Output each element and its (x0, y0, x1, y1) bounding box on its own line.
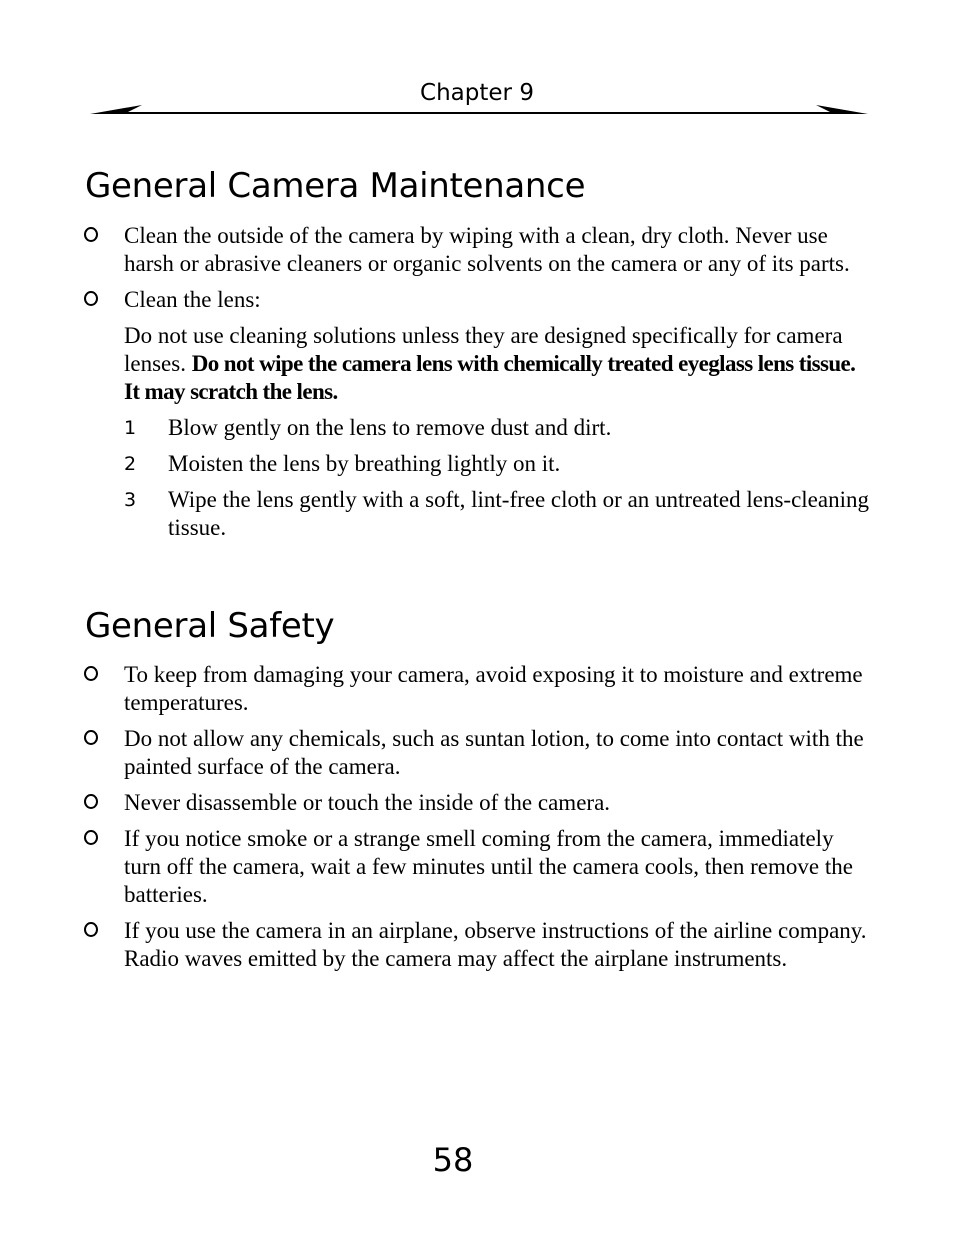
item-text: To keep from damaging your camera, avoid exposing it to moisture and extreme temperatures. (124, 662, 863, 715)
chapter-heading: Chapter 9 (420, 80, 534, 106)
step-item (124, 414, 870, 442)
lens-note-text: Do not use cleaning solutions unless they are designed specifically for camera lenses. (124, 323, 843, 376)
circle-bullet-icon (84, 291, 98, 306)
lens-note (84, 322, 870, 406)
list-item (84, 661, 870, 717)
step-text: Blow gently on the lens to remove dust and dirt. (168, 415, 612, 440)
list-item (84, 825, 870, 909)
step-number: 1 (124, 417, 137, 439)
section-title-maintenance: General Camera Maintenance (85, 166, 586, 206)
item-text: Clean the outside of the camera by wiping with a clean, dry cloth. Never use harsh or abrasive cleaners or organic solvents on the camera or any of its parts. (124, 223, 850, 276)
item-text: If you use the camera in an airplane, observe instructions of the airline company. Radio waves emitted by the camera may affect the airplane instruments. (124, 918, 867, 971)
circle-bullet-icon (84, 794, 98, 809)
page-number: 58 (432, 1141, 474, 1179)
header-rule (90, 103, 868, 117)
lens-steps (84, 414, 870, 542)
item-text: Never disassemble or touch the inside of the camera. (124, 790, 611, 815)
step-item (124, 450, 870, 478)
step-text: Moisten the lens by breathing lightly on it. (168, 451, 561, 476)
list-item (84, 789, 870, 817)
step-item (124, 486, 870, 542)
circle-bullet-icon (84, 922, 98, 937)
step-number: 2 (124, 453, 137, 475)
item-text: Clean the lens: (124, 287, 261, 312)
list-item (84, 286, 870, 314)
item-text: If you notice smoke or a strange smell coming from the camera, immediately turn off the camera, wait a few minutes until the camera cools, then remove the batteries. (124, 826, 853, 907)
step-text: Wipe the lens gently with a soft, lint-free cloth or an untreated lens-cleaning tissue. (168, 487, 869, 540)
section-title-safety: General Safety (85, 606, 335, 646)
safety-list (84, 661, 870, 981)
circle-bullet-icon (84, 730, 98, 745)
circle-bullet-icon (84, 227, 98, 242)
lens-warning: Do not wipe the camera lens with chemically treated eyeglass lens tissue. It may scratch the lens. (124, 351, 856, 404)
item-text: Do not allow any chemicals, such as suntan lotion, to come into contact with the painted surface of the camera. (124, 726, 864, 779)
circle-bullet-icon (84, 666, 98, 681)
list-item (84, 917, 870, 973)
step-number: 3 (124, 489, 137, 511)
maintenance-list (84, 222, 870, 550)
list-item (84, 725, 870, 781)
circle-bullet-icon (84, 830, 98, 845)
list-item (84, 222, 870, 278)
